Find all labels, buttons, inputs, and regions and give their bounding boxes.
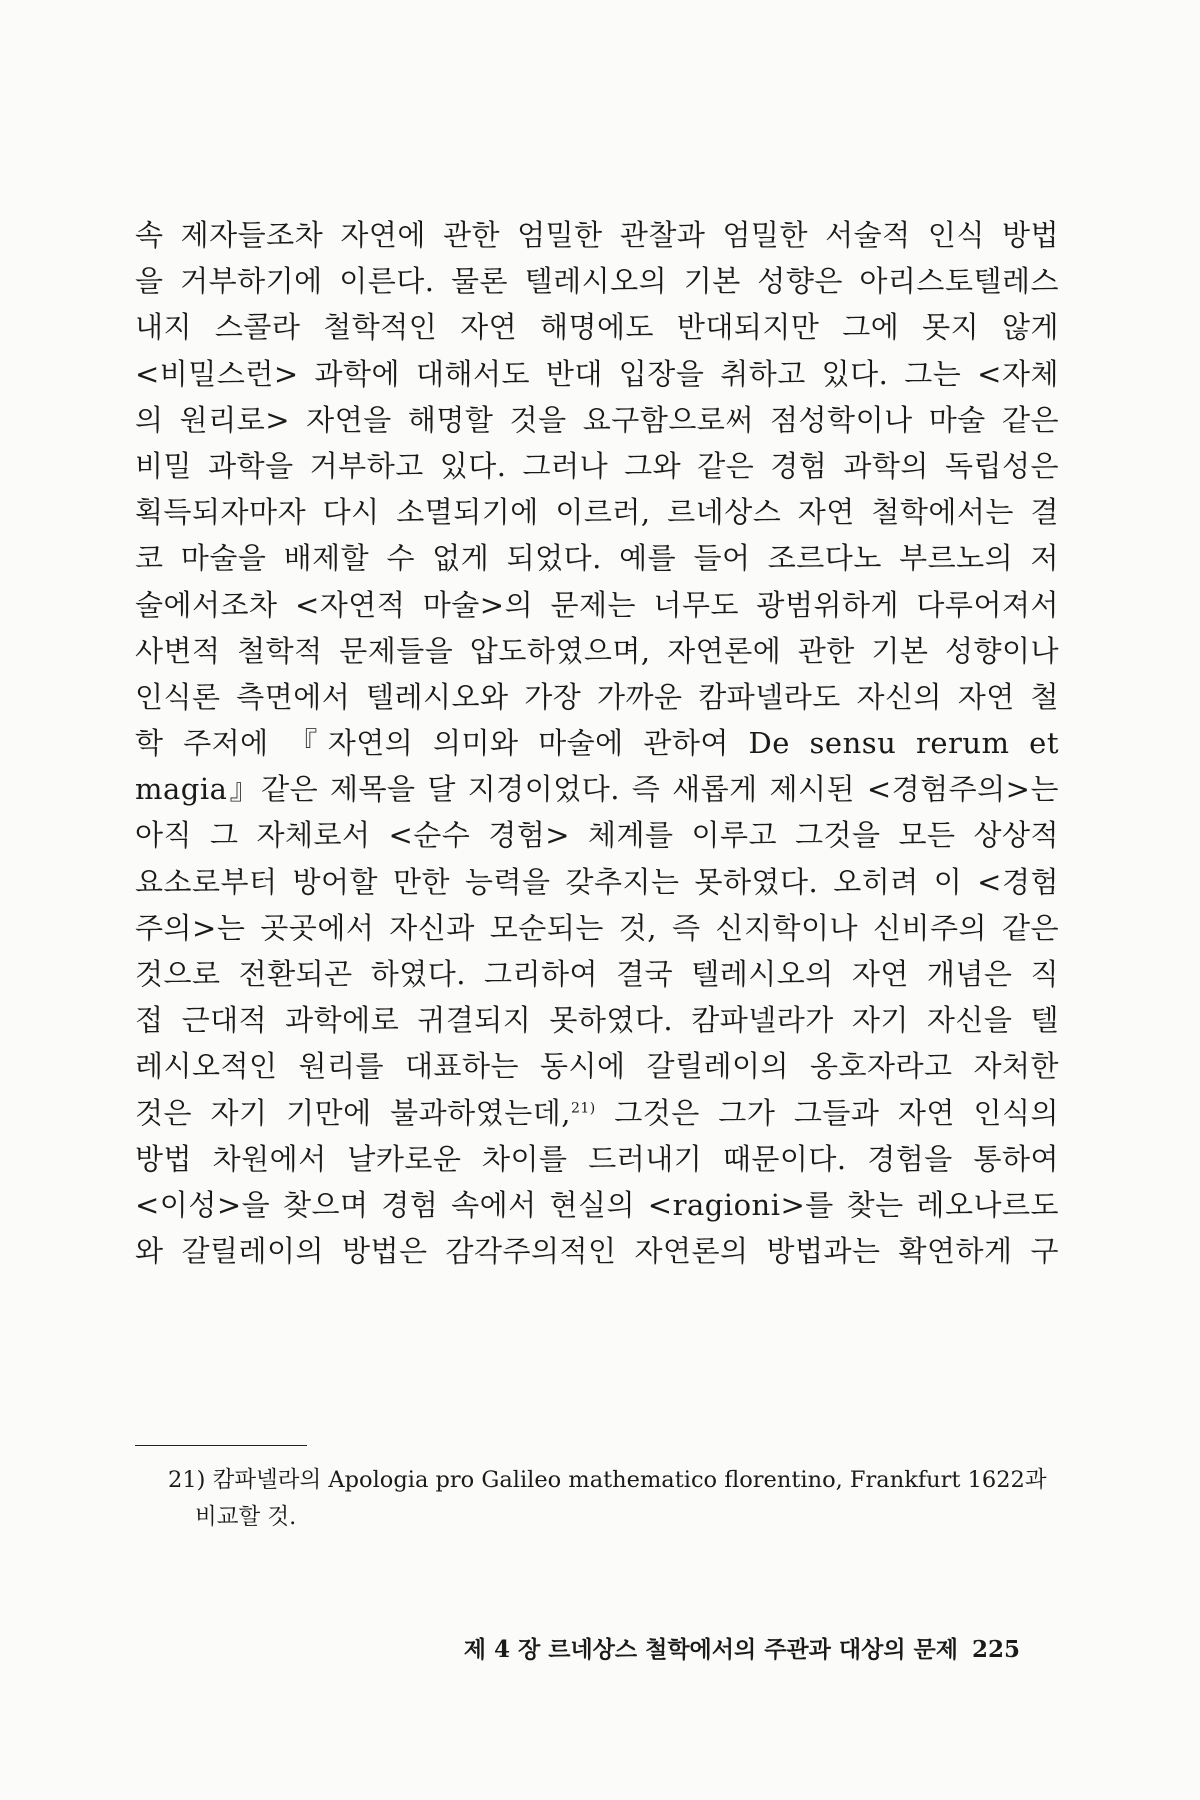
text-line: 의 원리로> 자연을 해명할 것을 요구함으로써 점성학이나 마술 같은 — [135, 402, 1059, 437]
page-number: 225 — [971, 1636, 1020, 1663]
text-line: <이성>을 찾으며 경험 속에서 현실의 <ragioni>를 찾는 레오나르도 — [135, 1187, 1059, 1222]
text-segment: 것은 자기 기만에 불과하였는데, — [135, 1095, 571, 1130]
text-line: 방법 차원에서 날카로운 차이를 드러내기 때문이다. 경험을 통하여 — [135, 1141, 1059, 1176]
text-line: 술에서조차 <자연적 마술>의 문제는 너무도 광범위하게 다루어져서 — [135, 587, 1059, 622]
text-line: 것으로 전환되곤 하였다. 그리하여 결국 텔레시오의 자연 개념은 직 — [135, 957, 1059, 991]
body-text — [135, 212, 1059, 1274]
text-line: 와 갈릴레이의 방법은 감각주의적인 자연론의 방법과는 확연하게 구 — [135, 1234, 1059, 1269]
text-segment: 그것은 그가 그들과 자연 인식의 — [595, 1095, 1059, 1130]
text-line: 요소로부터 방어할 만한 능력을 갖추지는 못하였다. 오히려 이 <경험 — [135, 864, 1059, 899]
text-line: 접 근대적 과학에로 귀결되지 못하였다. 캄파넬라가 자기 자신을 텔 — [135, 1003, 1059, 1038]
text-line: 비밀 과학을 거부하고 있다. 그러나 그와 같은 경험 과학의 독립성은 — [135, 448, 1059, 483]
text-line: 인식론 측면에서 텔레시오와 가장 가까운 캄파넬라도 자신의 자연 철 — [135, 679, 1059, 714]
footnote-line — [168, 1462, 1060, 1499]
chapter-title: 제 4 장 르네상스 철학에서의 주관과 대상의 문제 — [463, 1636, 958, 1663]
footnote-line: 비교할 것. — [195, 1504, 297, 1530]
footnote-divider — [135, 1445, 307, 1446]
footnote-reference: 21) — [570, 1099, 596, 1116]
footnote — [168, 1462, 1060, 1536]
text-line: magia』같은 제목을 달 지경이었다. 즉 새롭게 제시된 <경험주의>는 — [135, 772, 1059, 807]
text-line: 레시오적인 원리를 대표하는 동시에 갈릴레이의 옹호자라고 자처한 — [135, 1049, 1059, 1084]
text-line: 코 마술을 배제할 수 없게 되었다. 예를 들어 조르다노 부르노의 저 — [135, 541, 1059, 576]
text-line: 아직 그 자체로서 <순수 경험> 체계를 이루고 그것을 모든 상상적 — [135, 818, 1059, 853]
text-line: 주의>는 곳곳에서 자신과 모순되는 것, 즉 신지학이나 신비주의 같은 — [135, 910, 1059, 945]
text-line-with-footnote-ref — [135, 1090, 1059, 1136]
text-line: 속 제자들조차 자연에 관한 엄밀한 관찰과 엄밀한 서술적 인식 방법 — [135, 218, 1059, 252]
text-line: 획득되자마자 다시 소멸되기에 이르러, 르네상스 자연 철학에서는 결 — [135, 495, 1059, 530]
running-footer — [400, 1631, 1020, 1664]
text-line: 을 거부하기에 이른다. 물론 텔레시오의 기본 성향은 아리스토텔레스 — [135, 264, 1059, 299]
footnote-marker: 21) — [168, 1467, 206, 1493]
footnote-text: 캄파넬라의 Apologia pro Galileo mathematico florentino, Frankfurt 1622과 — [212, 1467, 1047, 1493]
text-line: 학 주저에 『자연의 의미와 마술에 관하여 De sensu rerum et — [135, 726, 1059, 761]
text-line: 사변적 철학적 문제들을 압도하였으며, 자연론에 관한 기본 성향이나 — [135, 633, 1059, 668]
text-line: <비밀스런> 과학에 대해서도 반대 입장을 취하고 있다. 그는 <자체 — [135, 356, 1059, 391]
text-line: 내지 스콜라 철학적인 자연 해명에도 반대되지만 그에 못지 않게 — [135, 310, 1059, 345]
